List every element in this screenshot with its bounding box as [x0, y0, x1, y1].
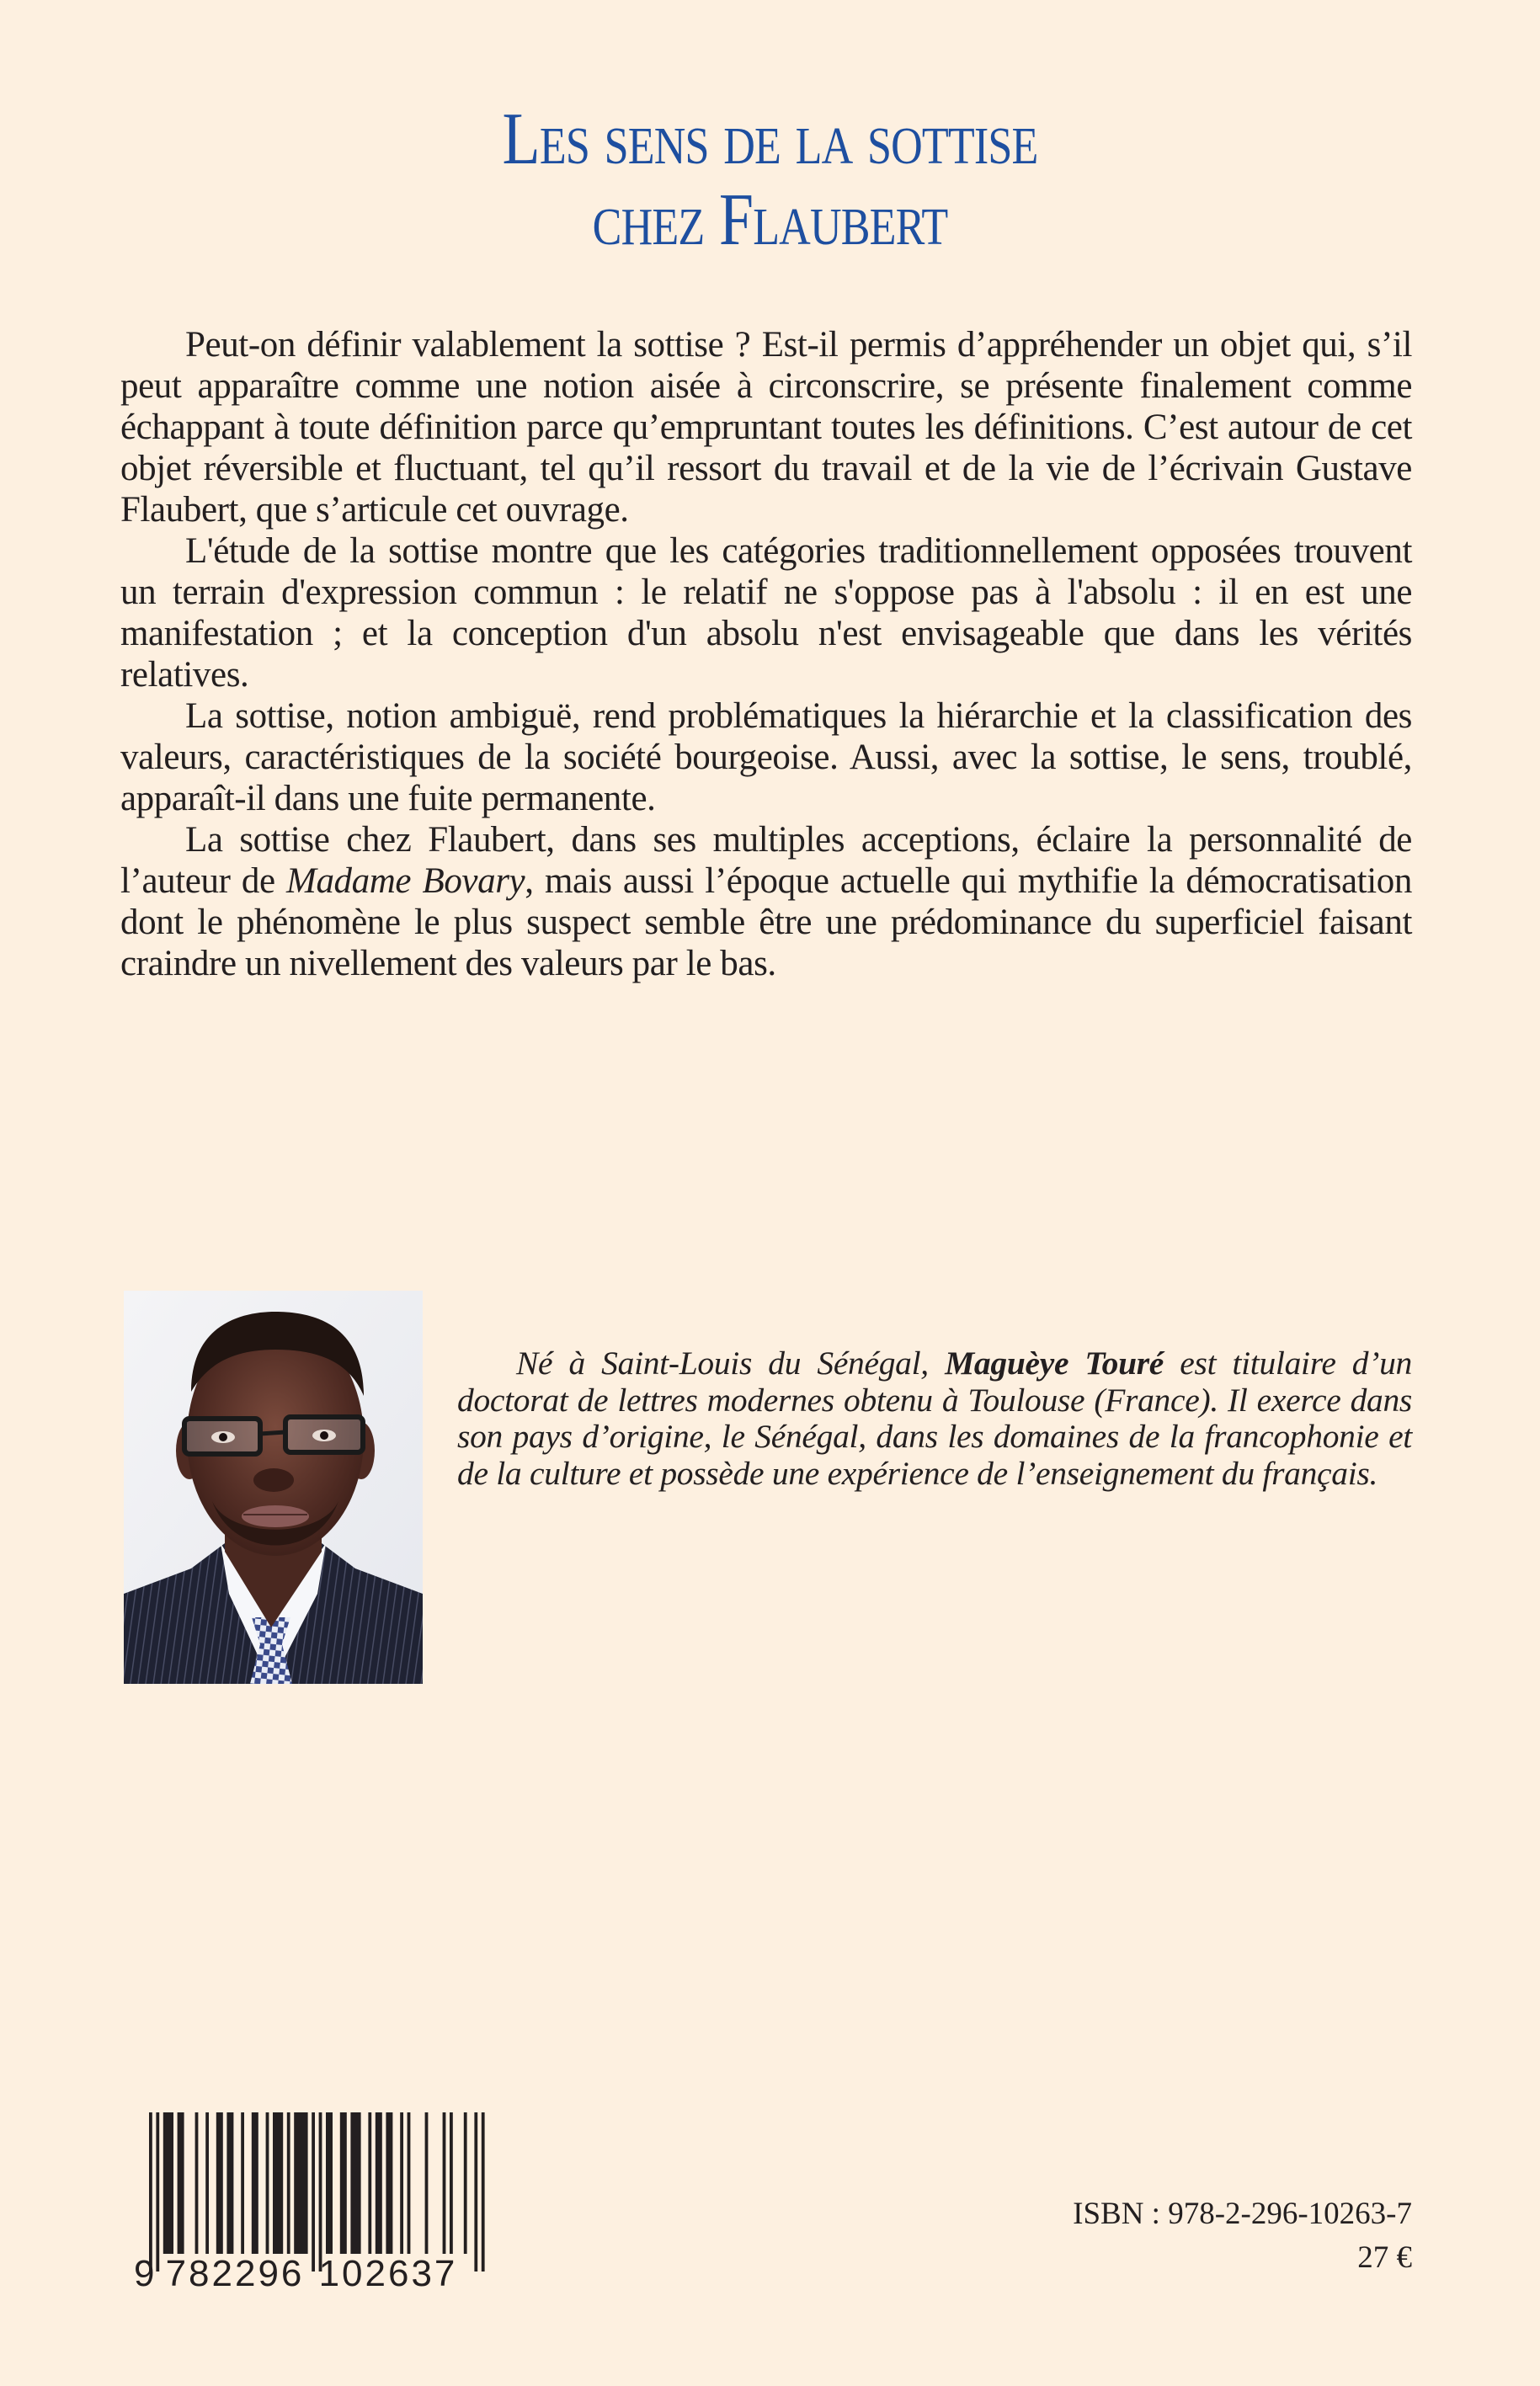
author-bio-paragraph [457, 1345, 1412, 1492]
author-bio-after: est titulaire d’un doctorat de lettres modernes obtenu à Toulouse (France). Il exerce dans son pays d’origine, le Sénégal, dans les domaines de la francophonie et de la culture et possède une expérience de l’enseignement du français. [457, 1345, 1412, 1492]
author-bio-before: Né à Saint-Louis du Sénégal, [516, 1345, 946, 1382]
isbn-label: ISBN : 978-2-296-10263-7 [1073, 2197, 1412, 2231]
blurb-paragraph-2: L'étude de la sottise montre que les catégories traditionnellement opposées trouvent un terrain d'expression commun : le relatif ne s'oppose pas à l'absolu : il en est une manifestation ; et la conception d'un absolu n'est envisageable que dans les vérités relatives. [120, 531, 1412, 695]
blurb-text [120, 324, 1412, 984]
barcode-digits-left: 782296 [165, 2253, 305, 2289]
price-label: 27 € [1357, 2240, 1412, 2275]
book-title [123, 99, 1416, 261]
barcode-digit-first: 9 [134, 2253, 155, 2289]
blurb-paragraph-4-before: La sottise chez Flaubert, dans ses multiples acceptions, éclaire la personnalité de l’auteur de [120, 820, 1412, 901]
author-name: Maguèye Touré [945, 1345, 1164, 1382]
title-line-2: chez Flaubert [592, 179, 948, 261]
blurb-paragraph-3: La sottise, notion ambiguë, rend problématiques la hiérarchie et la classification des valeurs, caractéristiques de la société bourgeoise. Aussi, avec la sottise, le sens, troublé, apparaît-il dans une fuite permanente. [120, 696, 1412, 818]
author-photo [124, 1291, 423, 1684]
ean13-barcode [122, 2112, 493, 2289]
barcode-icon [122, 2112, 493, 2289]
blurb-paragraph-4-after: , mais aussi l’époque actuelle qui mythifie la démocratisation dont le phénomène le plus suspect semble être une prédominance du superficiel faisant craindre un nivellement des valeurs par le bas. [120, 861, 1412, 983]
blurb-paragraph-1: Peut-on définir valablement la sottise ? Est-il permis d’appréhender un objet qui, s’il peut apparaître comme une notion aisée à circonscrire, se présente finalement comme échappant à toute définition parce qu’empruntant toutes les définitions. C’est autour de cet objet réversible et fluctuant, tel qu’il ressort du travail et de la vie de l’écrivain Gustave Flaubert, que s’articule cet ouvrage. [120, 325, 1412, 530]
book-reference-madame-bovary: Madame Bovary [286, 861, 525, 901]
author-bio [457, 1345, 1412, 1492]
barcode-digits-right: 102637 [318, 2253, 458, 2289]
author-portrait-icon [124, 1291, 423, 1684]
blurb-paragraph-4 [120, 819, 1412, 984]
title-line-1: Les sens de la sottise [502, 99, 1038, 180]
